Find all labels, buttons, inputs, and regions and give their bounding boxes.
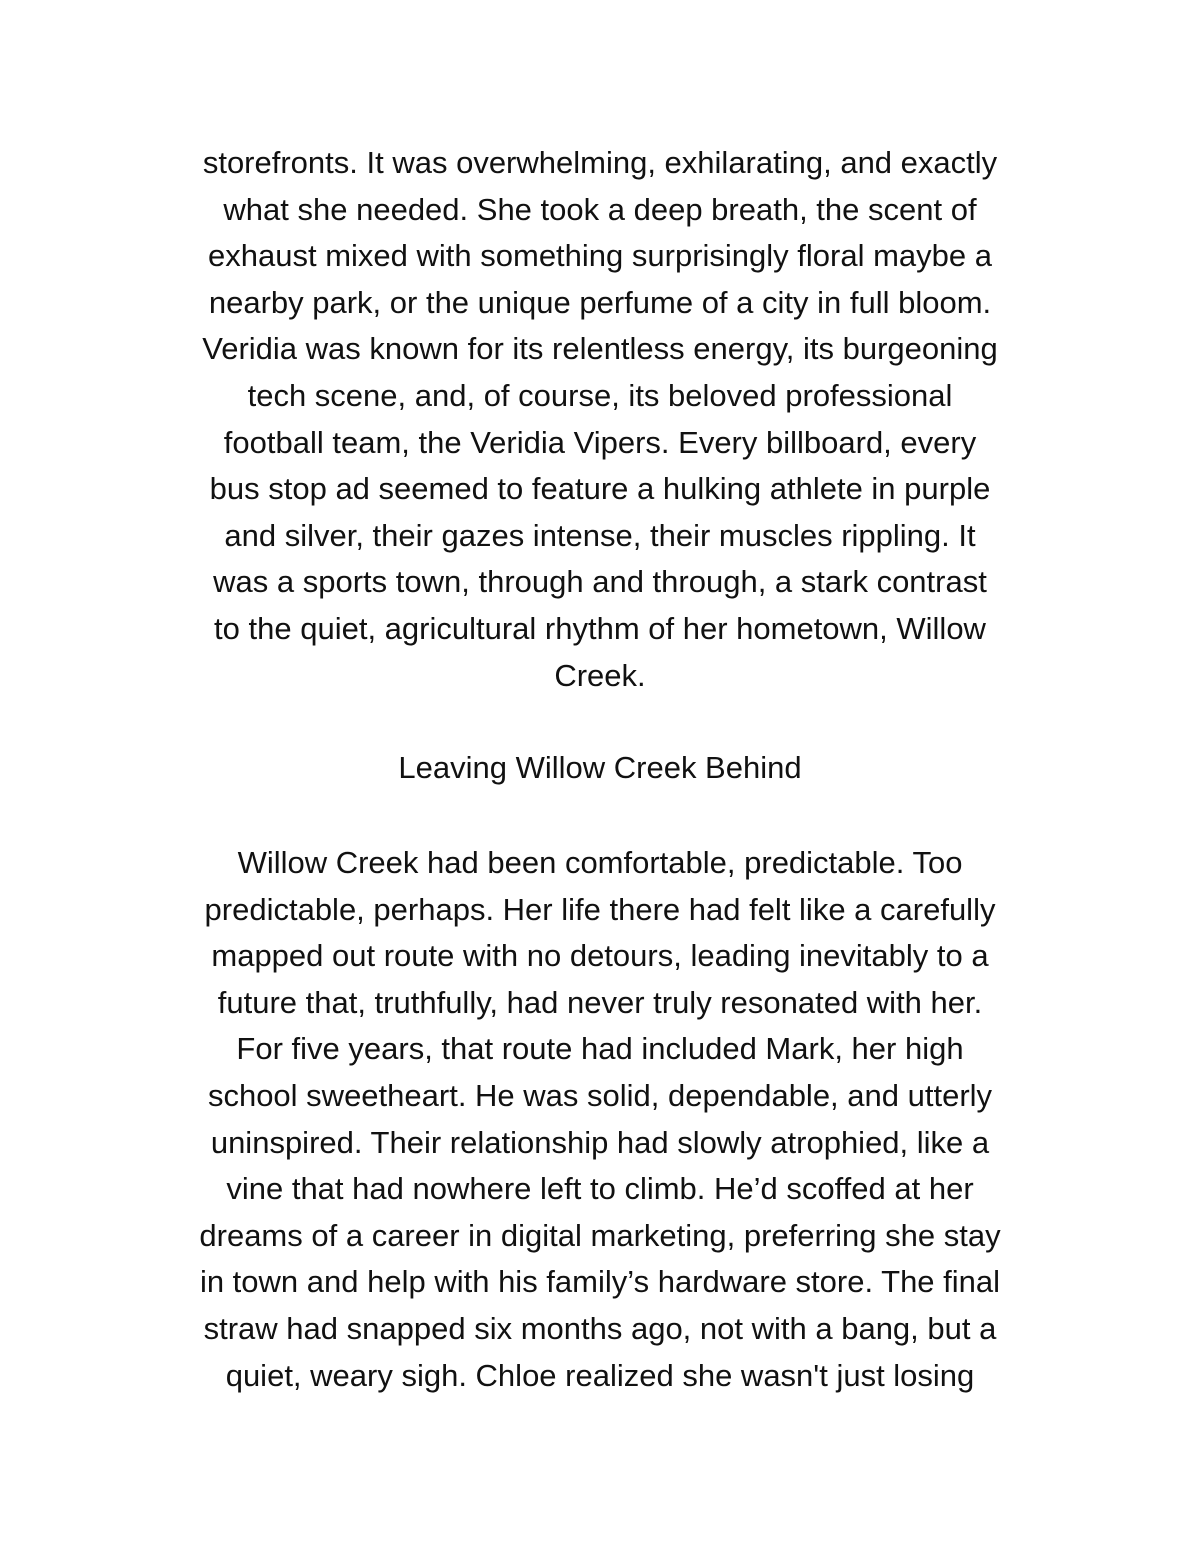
text-line: nearby park, or the unique perfume of a city in full bloom.	[208, 284, 992, 320]
text-line: mapped out route with no detours, leading inevitably to a	[211, 938, 989, 974]
text-line: bus stop ad seemed to feature a hulking athlete in purple	[209, 471, 991, 507]
text-line: to the quiet, agricultural rhythm of her hometown, Willow	[214, 610, 986, 646]
text-line: school sweetheart. He was solid, dependable, and utterly	[207, 1077, 993, 1113]
paragraph-willow-creek	[100, 840, 1100, 1399]
section-heading	[100, 745, 1100, 792]
text-line: tech scene, and, of course, its beloved professional	[247, 377, 953, 413]
text-line: Creek.	[554, 657, 646, 693]
text-line: storefronts. It was overwhelming, exhilarating, and exactly	[202, 145, 998, 180]
text-line: vine that had nowhere left to climb. He’d scoffed at her	[226, 1171, 974, 1207]
text-line: football team, the Veridia Vipers. Every billboard, every	[223, 424, 977, 460]
text-line: quiet, weary sigh. Chloe realized she wasn't just losing	[225, 1357, 975, 1393]
section-heading-text: Leaving Willow Creek Behind	[398, 750, 802, 785]
paragraph-veridia-arrival	[100, 140, 1100, 699]
text-line: straw had snapped six months ago, not with a bang, but a	[203, 1310, 997, 1346]
text-line: uninspired. Their relationship had slowly atrophied, like a	[210, 1124, 990, 1160]
text-line: was a sports town, through and through, a stark contrast	[213, 564, 987, 600]
text-line: and silver, their gazes intense, their muscles rippling. It	[224, 517, 976, 553]
text-line: future that, truthfully, had never truly resonated with her.	[217, 984, 983, 1020]
text-line: Willow Creek had been comfortable, predictable. Too	[237, 845, 963, 880]
text-line: For five years, that route had included Mark, her high	[236, 1031, 964, 1067]
text-line: exhaust mixed with something surprisingly floral maybe a	[208, 238, 992, 274]
text-line: in town and help with his family’s hardware store. The final	[199, 1264, 1001, 1300]
text-line: predictable, perhaps. Her life there had felt like a carefully	[204, 891, 996, 927]
text-line: what she needed. She took a deep breath, the scent of	[223, 191, 977, 227]
text-line: dreams of a career in digital marketing, preferring she stay	[199, 1217, 1001, 1253]
text-line: Veridia was known for its relentless energy, its burgeoning	[202, 331, 998, 367]
